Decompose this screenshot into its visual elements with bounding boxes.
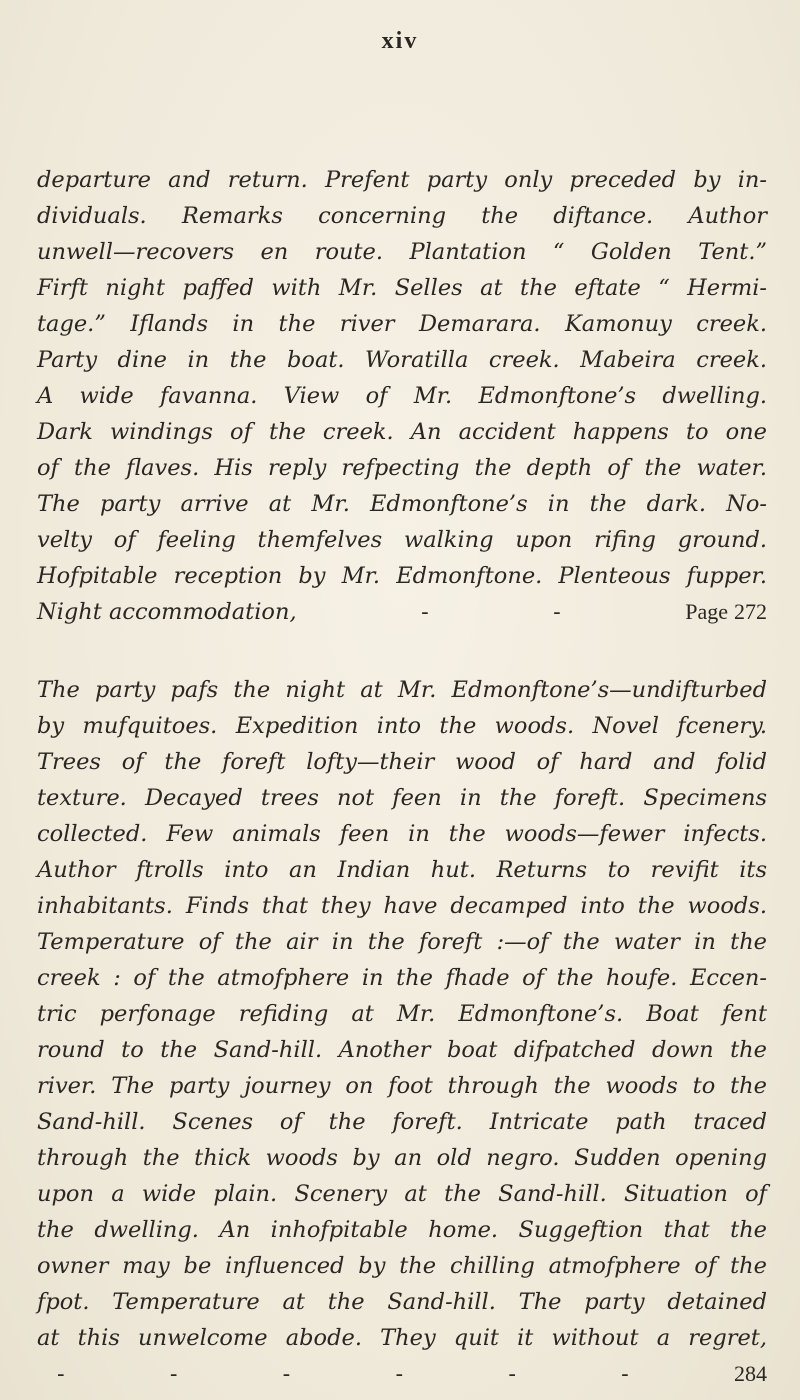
text-line: upon a wide plain. Scenery at the Sand-hill. Situation of — [37, 1181, 767, 1207]
leader-dash: - — [508, 1361, 516, 1387]
page-number: xiv — [381, 28, 419, 54]
text-line: Hofpitable reception by Mr. Edmonftone. Plenteous fupper. — [37, 563, 767, 589]
text-line: inhabitants. Finds that they have decamped into the woods. — [37, 893, 767, 919]
text-line: the dwelling. An inhofpitable home. Suggeftion that the — [37, 1217, 767, 1243]
text-line: at this unwelcome abode. They quit it without a regret, — [37, 1325, 767, 1351]
text-line: Party dine in the boat. Woratilla creek. Mabeira creek. — [37, 347, 767, 373]
page-value: 272 — [734, 599, 767, 624]
text-line: of the flaves. His reply refpecting the depth of the water. — [37, 455, 767, 481]
leader-dash: - — [395, 1361, 404, 1387]
leader-dash: - — [57, 1361, 65, 1387]
text-line: Dark windings of the creek. An accident happens to one — [37, 419, 767, 445]
text-line: texture. Decayed trees not feen in the foreft. Specimens — [37, 785, 767, 811]
text-line: The party arrive at Mr. Edmonftone’s in the dark. No- — [37, 491, 767, 517]
text-line: Author ftrolls into an Indian hut. Returns to revifit its — [37, 857, 767, 883]
text-line: river. The party journey on foot through the woods to the — [37, 1073, 767, 1099]
text-line: Temperature of the air in the foreft :—of the water in the — [37, 929, 767, 955]
text-line: by mufquitoes. Expedition into the woods. Novel fcenery. — [37, 713, 767, 739]
entry-closing-text: Night accommodation, — [37, 599, 297, 625]
text-line: unwell—recovers en route. Plantation “ Golden Tent.” — [37, 239, 767, 265]
text-line: velty of feeling themfelves walking upon rifing ground. — [37, 527, 767, 553]
leader-dash: - — [553, 599, 561, 625]
text-line: collected. Few animals feen in the woods—fewer infects. — [37, 821, 767, 847]
text-line: creek : of the atmofphere in the fhade of the houfe. Eccen- — [37, 965, 767, 991]
leader-dash: - — [421, 599, 429, 625]
text-line: Sand-hill. Scenes of the foreft. Intricate path traced — [37, 1109, 767, 1135]
page-label: Page — [685, 599, 728, 624]
text-line: owner may be influenced by the chilling atmofphere of the — [37, 1253, 767, 1279]
leader-dash: - — [621, 1361, 629, 1387]
page-reference-line — [57, 1356, 767, 1392]
text-line: through the thick woods by an old negro. Sudden opening — [37, 1145, 767, 1171]
text-line: The party pafs the night at Mr. Edmonftone’s—undifturbed — [37, 677, 767, 703]
leader-dash: - — [282, 1361, 291, 1387]
leader-dash: - — [169, 1361, 178, 1387]
page-reference — [685, 594, 767, 630]
text-line: fpot. Temperature at the Sand-hill. The party detained — [37, 1289, 767, 1315]
text-line: tric perfonage refiding at Mr. Edmonftone’s. Boat fent — [37, 1001, 767, 1027]
text-line: Trees of the foreft lofty—their wood of hard and folid — [37, 749, 767, 775]
text-line: departure and return. Prefent party only preceded by in- — [37, 167, 767, 193]
page-value: 284 — [733, 1361, 767, 1386]
text-line: A wide favanna. View of Mr. Edmonftone’s dwelling. — [37, 383, 767, 409]
text-line: dividuals. Remarks concerning the diftance. Author — [37, 203, 767, 229]
page-reference-line — [37, 594, 767, 630]
text-line: tage.” Iflands in the river Demarara. Kamonuy creek. — [37, 311, 767, 337]
text-line: Firft night paffed with Mr. Selles at the eftate “ Hermi- — [37, 275, 767, 301]
text-line: round to the Sand-hill. Another boat difpatched down the — [37, 1037, 767, 1063]
